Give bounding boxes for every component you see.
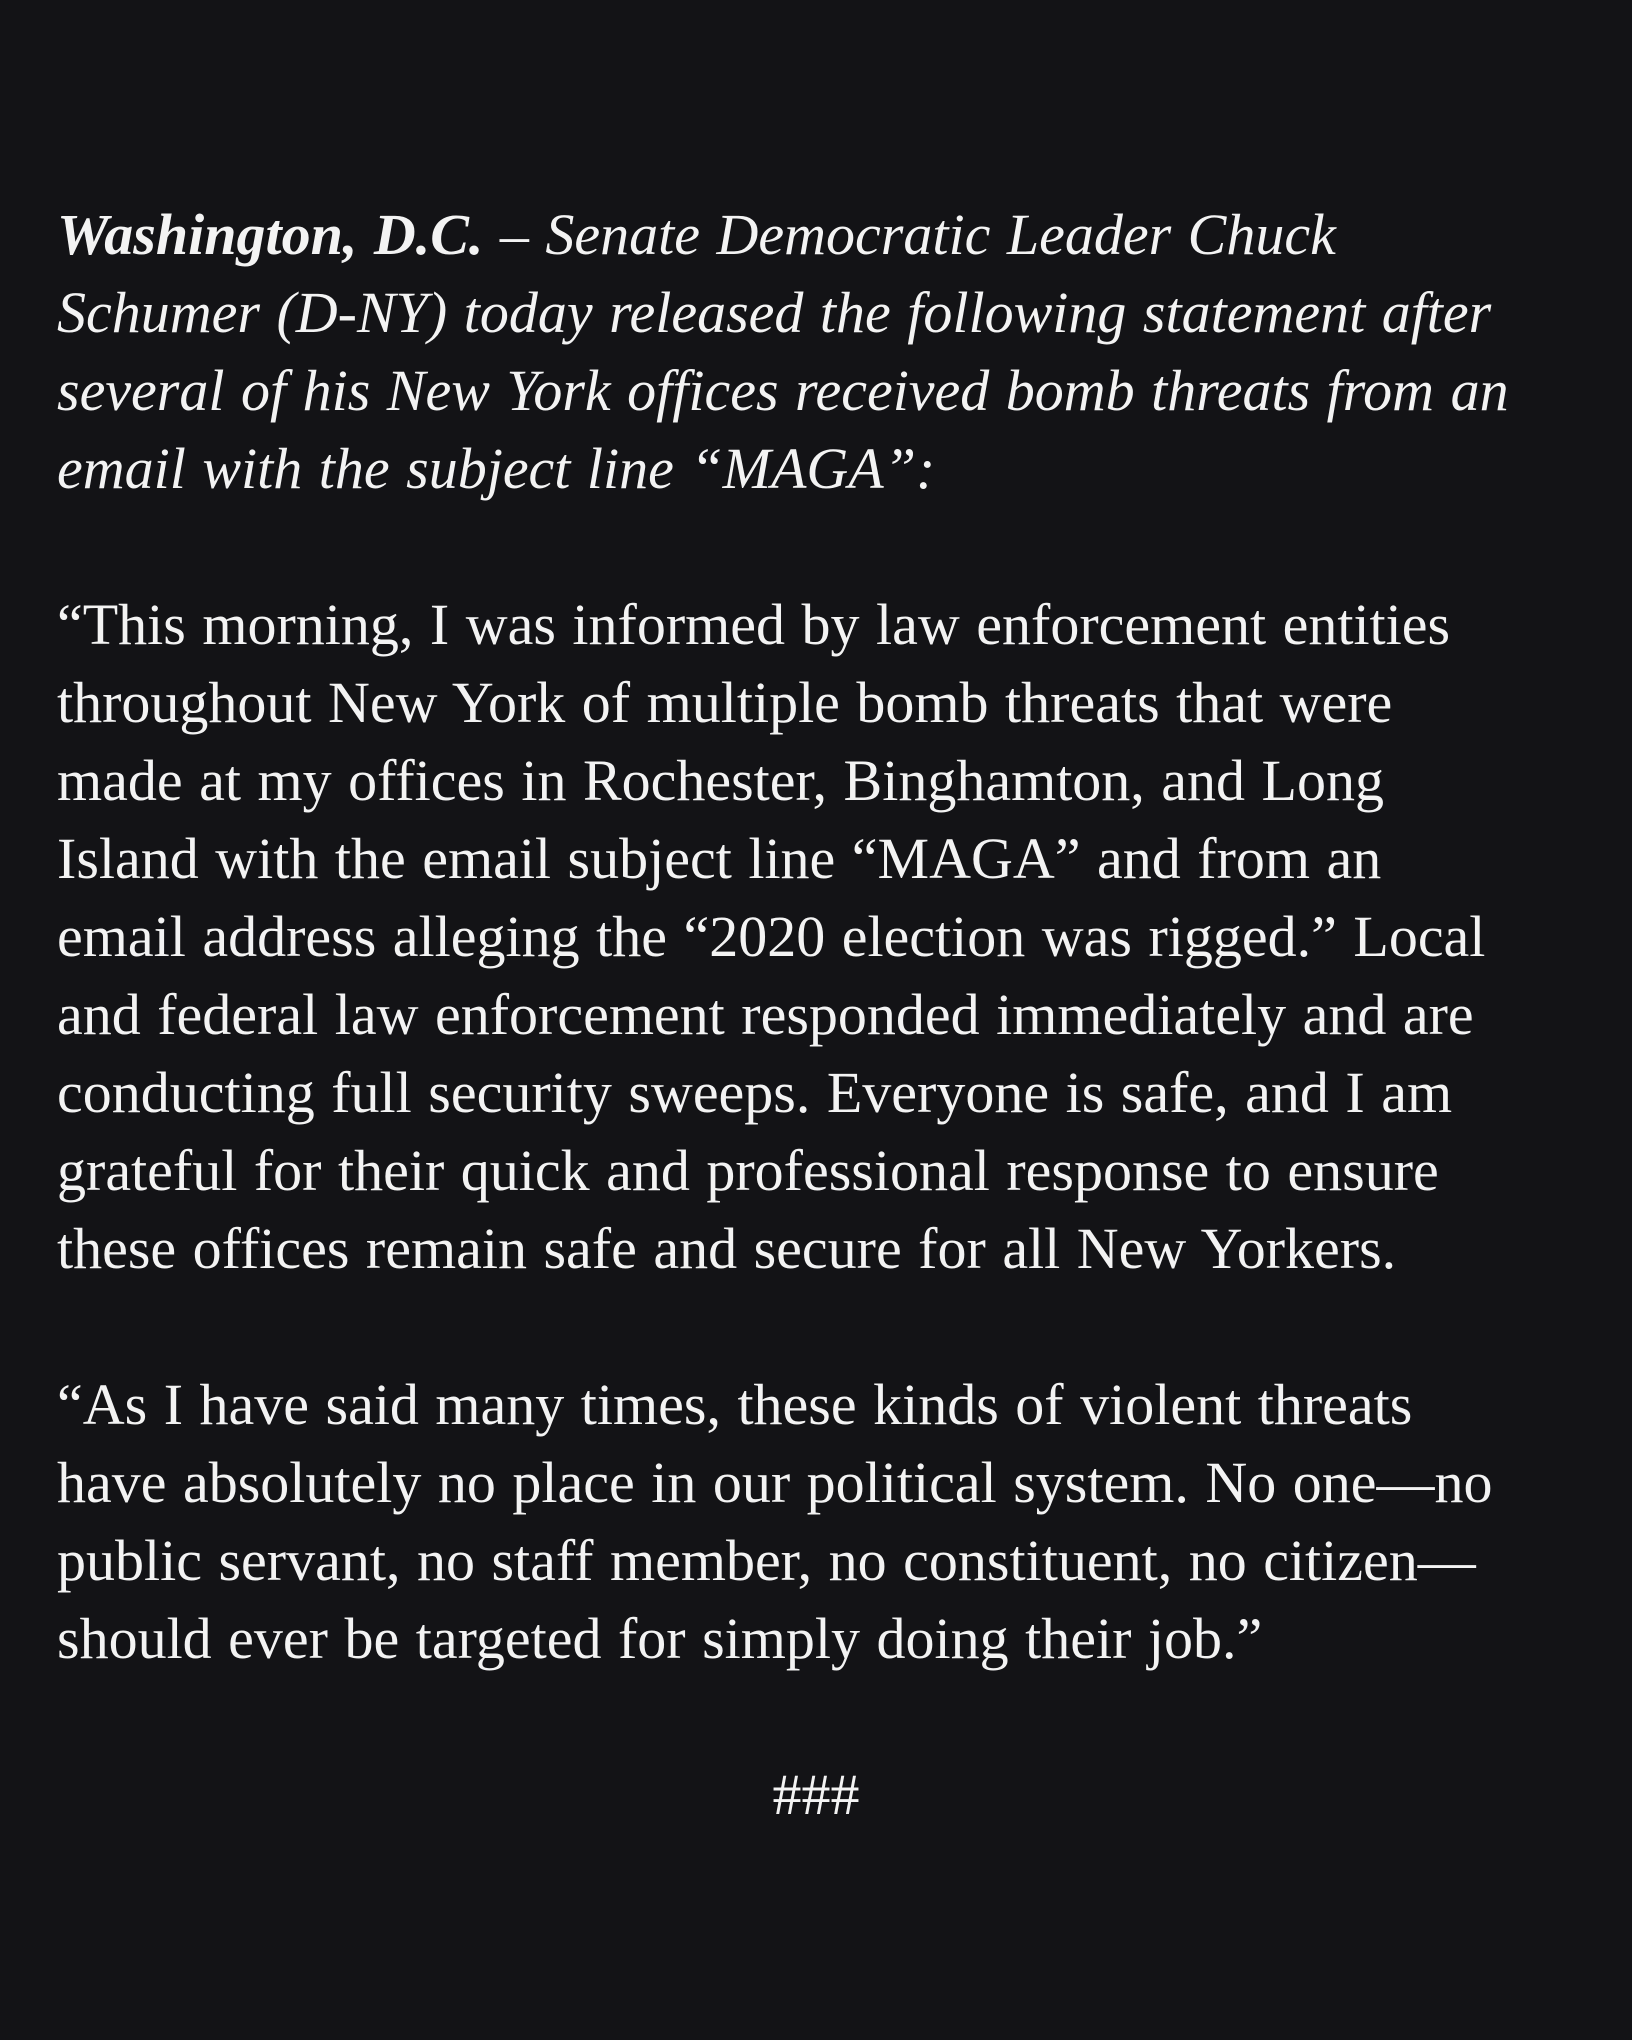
dateline-location: Washington, D.C. [57,202,484,267]
end-mark: ### [772,1762,860,1827]
dateline-continuation: Schumer (D-NY) today released the following statement after several of his New York offices received bomb threats from an email with the subject line “MAGA”: [57,280,1509,501]
statement-paragraph-1: “This morning, I was informed by law enforcement entities throughout New York of multiple bomb threats that were made at my offices in Rochester, Binghamton, and Long Island with the email subject line “MAGA” and from an email address alleging the “2020 election was rigged.” Local and federal law enforcement responded immediately and are conducting full security sweeps. Everyone is safe, and I am grateful for their quick and professional response to ensure these offices remain safe and secure for all New Yorkers. [57,592,1486,1281]
dateline-paragraph [57,196,1575,508]
statement-paragraph-2: “As I have said many times, these kinds of violent threats have absolutely no place in our political system. No one—no public servant, no staff member, no constituent, no citizen— should ever be targeted for simply doing their job.” [57,1372,1493,1671]
dateline-first-line-rest: – Senate Democratic Leader Chuck [483,202,1336,267]
